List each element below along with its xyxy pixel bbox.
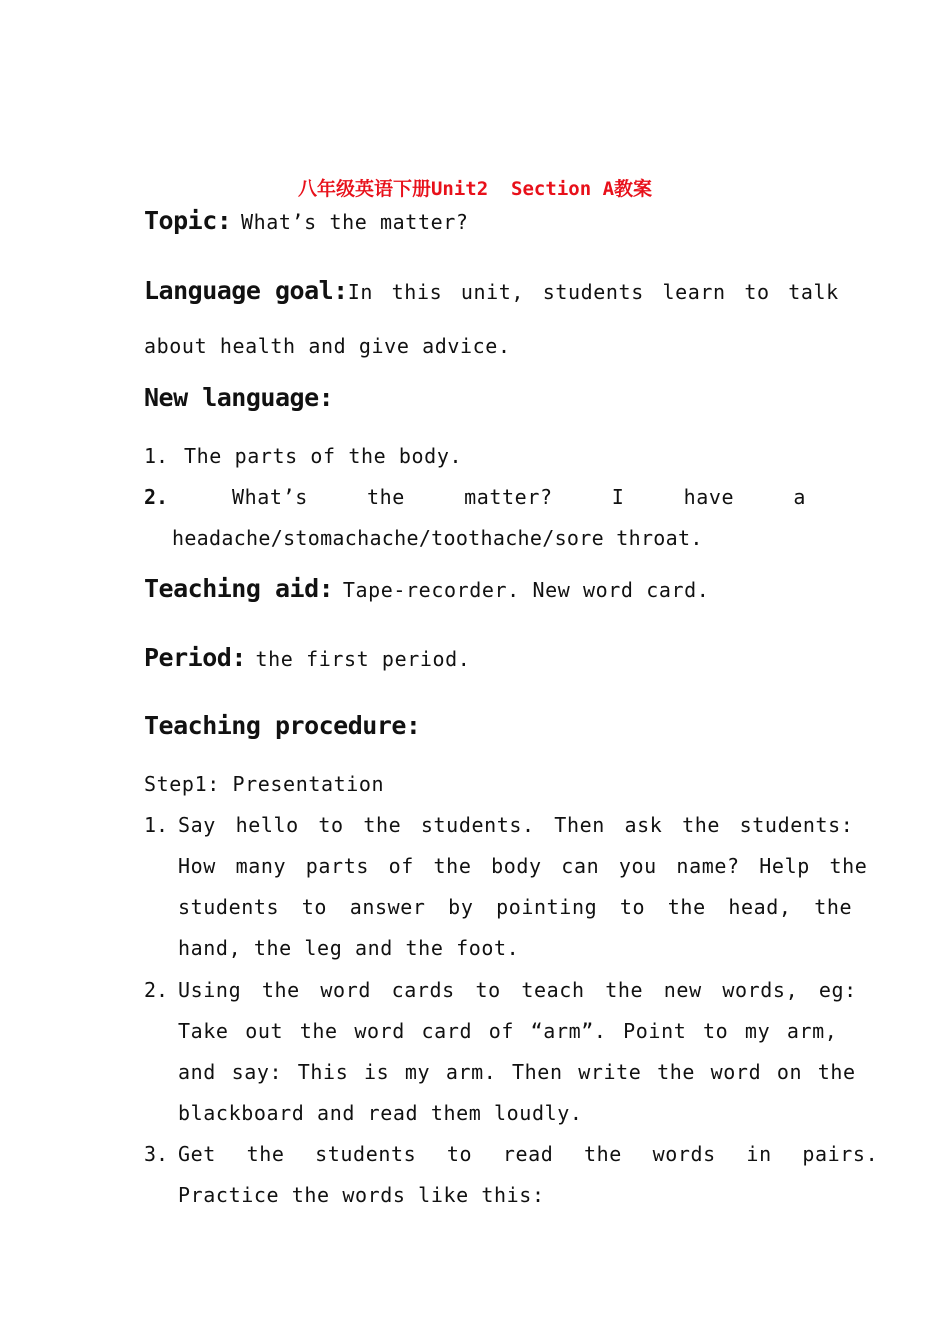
- step1-heading: Step1: Presentation: [144, 772, 385, 796]
- procedure-item2-line2: Take out the word card of “arm”. Point to my arm,: [178, 1019, 838, 1043]
- language-goal-text-1: In this unit, students learn to talk: [347, 280, 839, 304]
- teaching-aid-value: Tape-recorder. New word card.: [342, 578, 710, 602]
- new-language-heading: New language:: [144, 383, 334, 412]
- new-language-item1-num: 1.: [144, 444, 169, 468]
- language-goal-label: Language goal: [144, 276, 334, 305]
- topic-line: Topic: What’s the matter?: [144, 206, 469, 235]
- procedure-item3-line1: Get the students to read the words in pairs.: [178, 1142, 879, 1166]
- topic-label: Topic: [144, 206, 217, 235]
- procedure-item1-line1: Say hello to the students. Then ask the students:: [178, 813, 854, 837]
- procedure-item2-num: 2.: [144, 978, 169, 1002]
- new-language-item2-line2: headache/stomachache/toothache/sore throat.: [172, 526, 703, 550]
- new-language-item2-num: 2.: [144, 485, 169, 509]
- procedure-item1-line3: students to answer by pointing to the head, the: [178, 895, 853, 919]
- new-language-item2-line1: What’s the matter? I have a: [232, 485, 806, 509]
- language-goal-text-2: about health and give advice.: [144, 334, 511, 358]
- procedure-item2-line4: blackboard and read them loudly.: [178, 1101, 583, 1125]
- procedure-item1-line2: How many parts of the body can you name? Help the: [178, 854, 868, 878]
- procedure-item3-line2: Practice the words like this:: [178, 1183, 545, 1207]
- procedure-item3-num: 3.: [144, 1142, 169, 1166]
- new-language-item1-text: The parts of the body.: [184, 444, 463, 468]
- procedure-item2-line1: Using the word cards to teach the new words, eg:: [178, 978, 857, 1002]
- procedure-item1-num: 1.: [144, 813, 169, 837]
- period-value: the first period.: [255, 647, 471, 671]
- procedure-item2-line3: and say: This is my arm. Then write the word on the: [178, 1060, 856, 1084]
- teaching-procedure-heading: Teaching procedure:: [144, 711, 421, 740]
- teaching-aid-line: Teaching aid: Tape-recorder. New word card.: [144, 574, 710, 603]
- procedure-item1-line4: hand, the leg and the foot.: [178, 936, 520, 960]
- document-title: 八年级英语下册Unit2 Section A教案: [297, 178, 653, 200]
- language-goal-line: Language goal: In this unit, students learn to talk: [144, 276, 839, 305]
- period-label: Period: [144, 643, 232, 672]
- period-line: Period: the first period.: [144, 643, 471, 672]
- teaching-aid-label: Teaching aid: [144, 574, 319, 603]
- topic-value: What’s the matter?: [240, 210, 469, 234]
